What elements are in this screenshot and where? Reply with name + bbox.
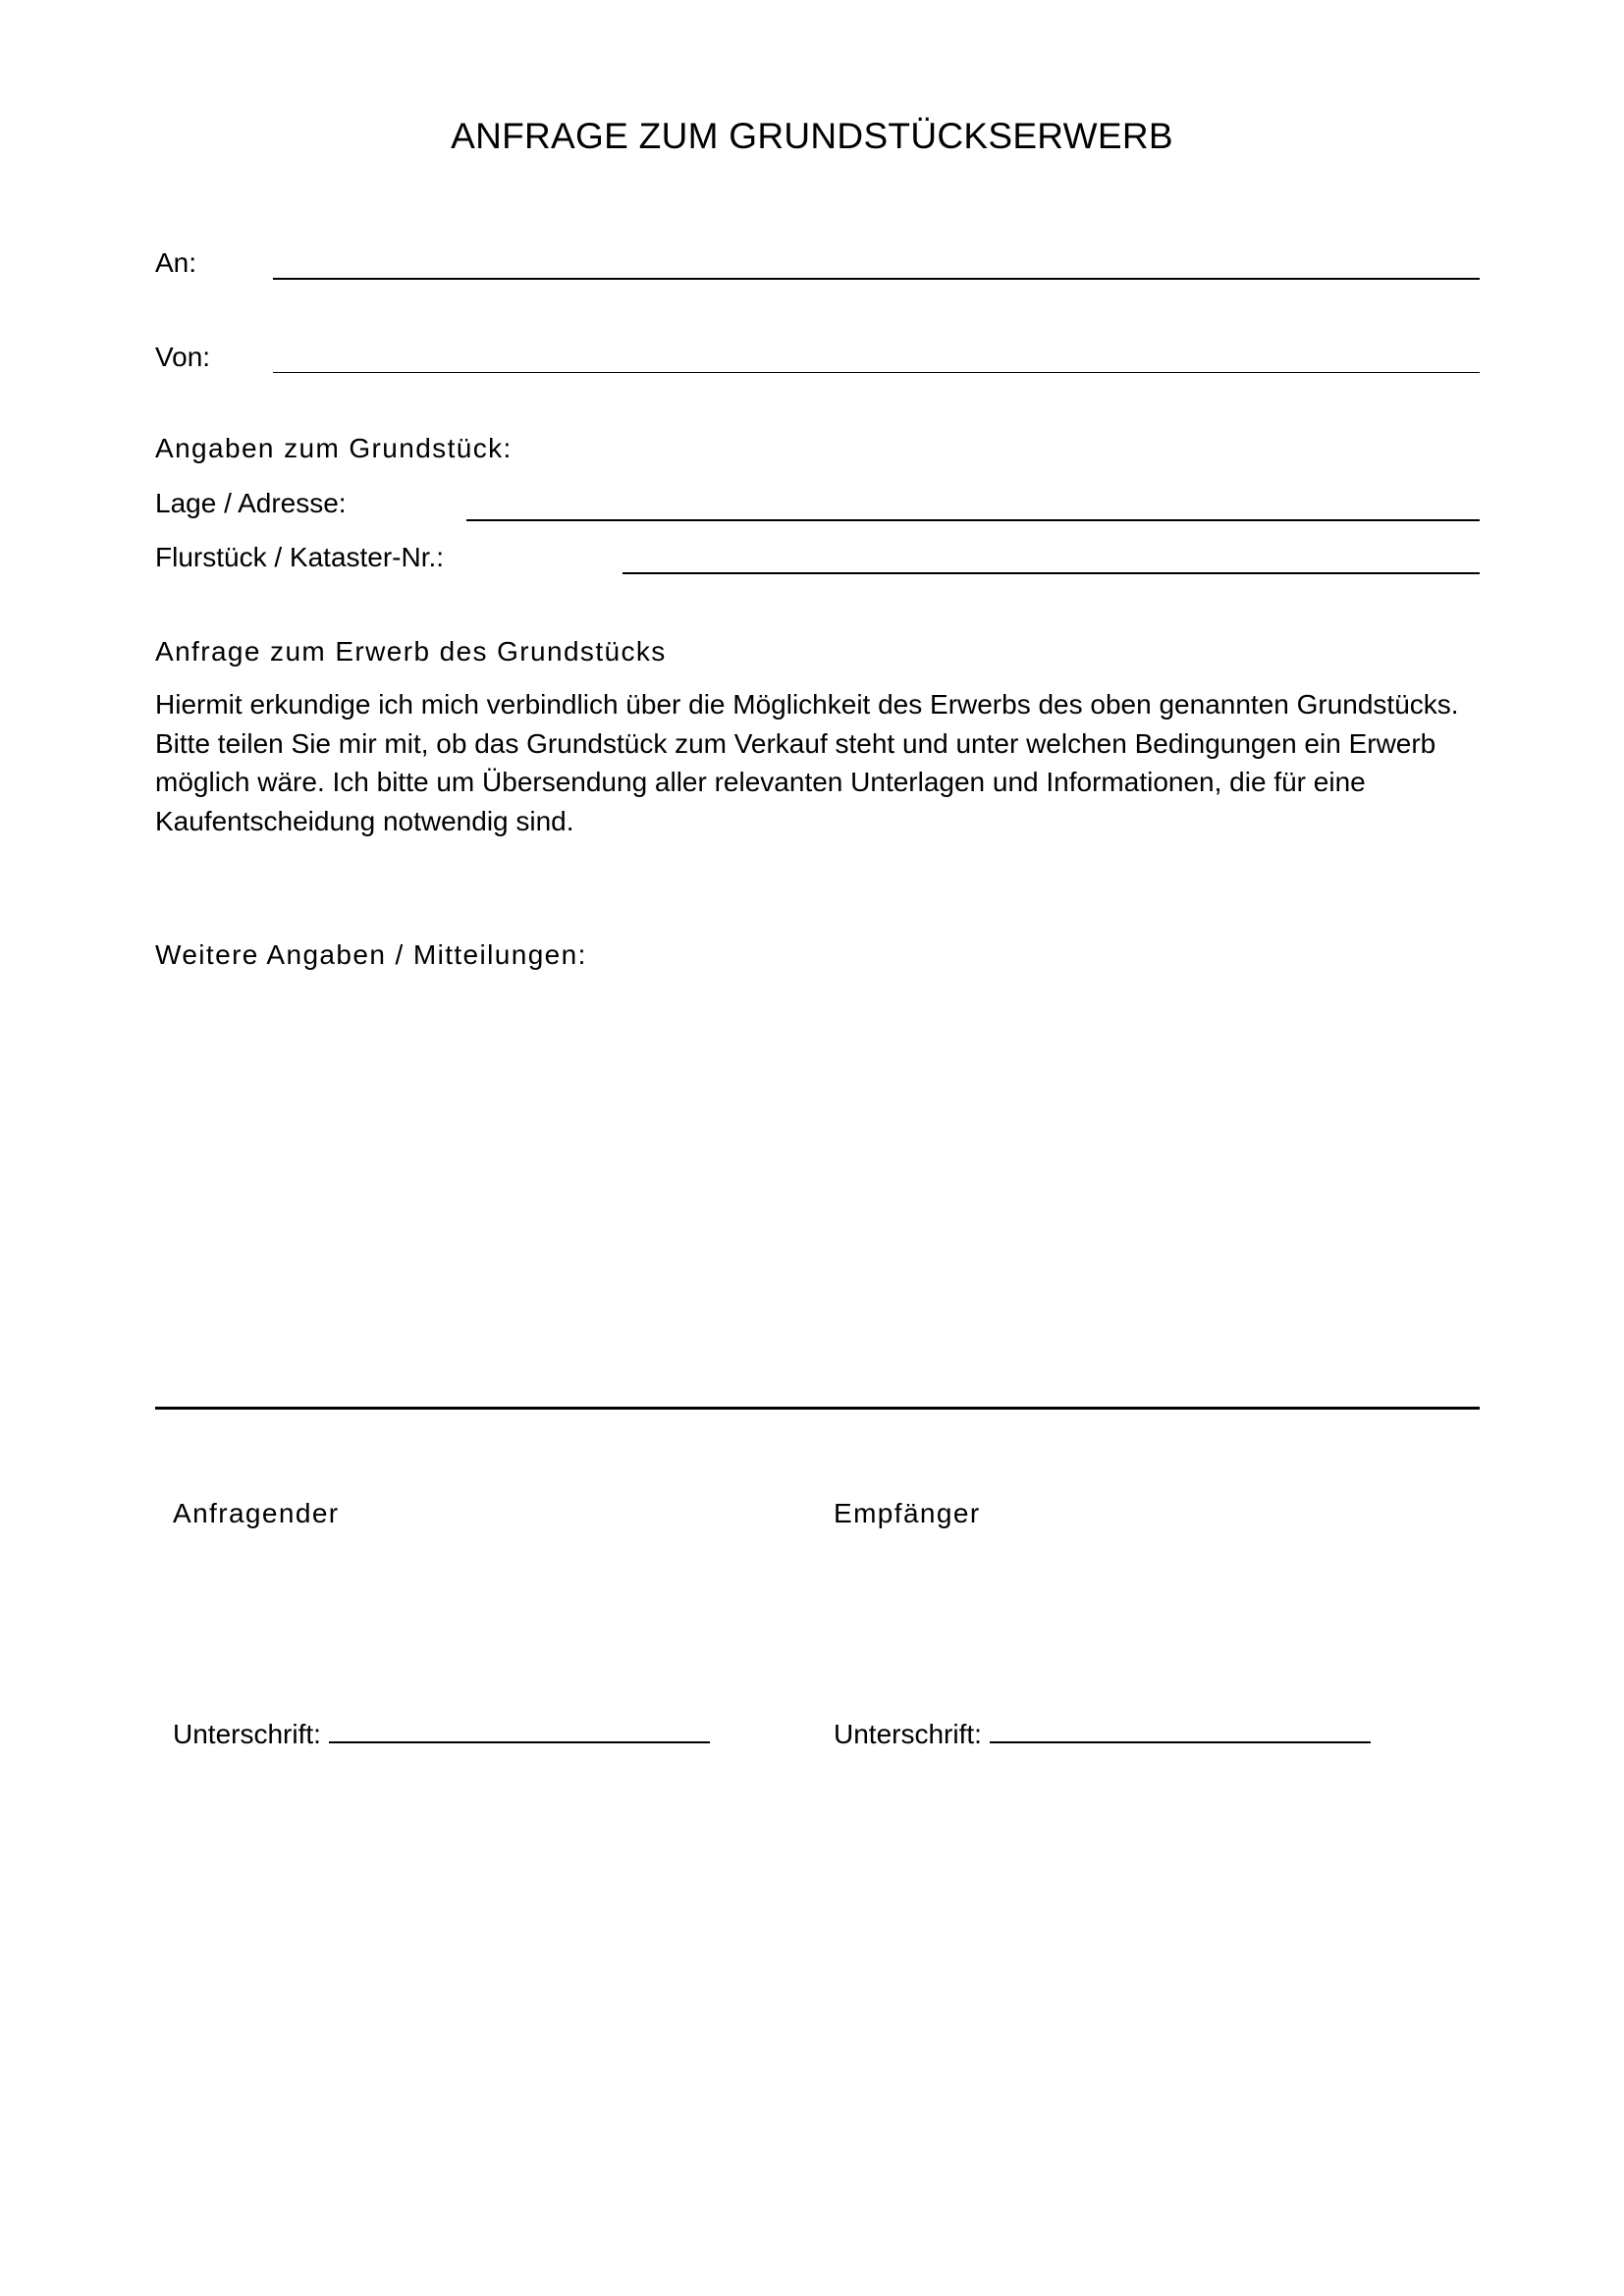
request-body-text: Hiermit erkundige ich mich verbindlich über die Möglichkeit des Erwerbs des oben genannten Grundstücks. Bitte teilen Sie mir mit, ob das Grundstück zum Verkauf steht und unter welchen Bedingungen ein Erwerb möglich wäre. Ich bitte um Übersendung aller relevanten Unterlagen und Informationen, die für eine Kaufentscheidung notwendig sind. <box>155 689 1459 836</box>
location-label: Lage / Adresse: <box>155 488 347 518</box>
von-label: Von: <box>155 342 211 372</box>
requester-signature-line[interactable] <box>329 1716 710 1743</box>
notes-section-heading: Weitere Angaben / Mitteilungen: <box>155 939 587 970</box>
recipient-signature-label: Unterschrift: <box>834 1719 982 1749</box>
recipient-signature-line[interactable] <box>990 1716 1371 1743</box>
von-field-line[interactable] <box>273 372 1480 373</box>
an-field-line[interactable] <box>273 278 1480 280</box>
requester-signature-row <box>173 1716 710 1750</box>
requester-signature-label: Unterschrift: <box>173 1719 321 1749</box>
recipient-signature-row <box>834 1716 1371 1750</box>
property-section-heading: Angaben zum Grundstück: <box>155 433 513 463</box>
an-label: An: <box>155 247 197 278</box>
parcel-field-line[interactable] <box>623 572 1480 574</box>
document-title: ANFRAGE ZUM GRUNDSTÜCKSERWERB <box>451 116 1173 156</box>
notes-bottom-line <box>155 1407 1480 1410</box>
location-field-line[interactable] <box>466 519 1480 521</box>
parcel-label: Flurstück / Kataster-Nr.: <box>155 542 445 572</box>
request-section-heading: Anfrage zum Erwerb des Grundstücks <box>155 636 667 667</box>
recipient-label: Empfänger <box>834 1498 981 1528</box>
requester-label: Anfragender <box>173 1498 340 1528</box>
